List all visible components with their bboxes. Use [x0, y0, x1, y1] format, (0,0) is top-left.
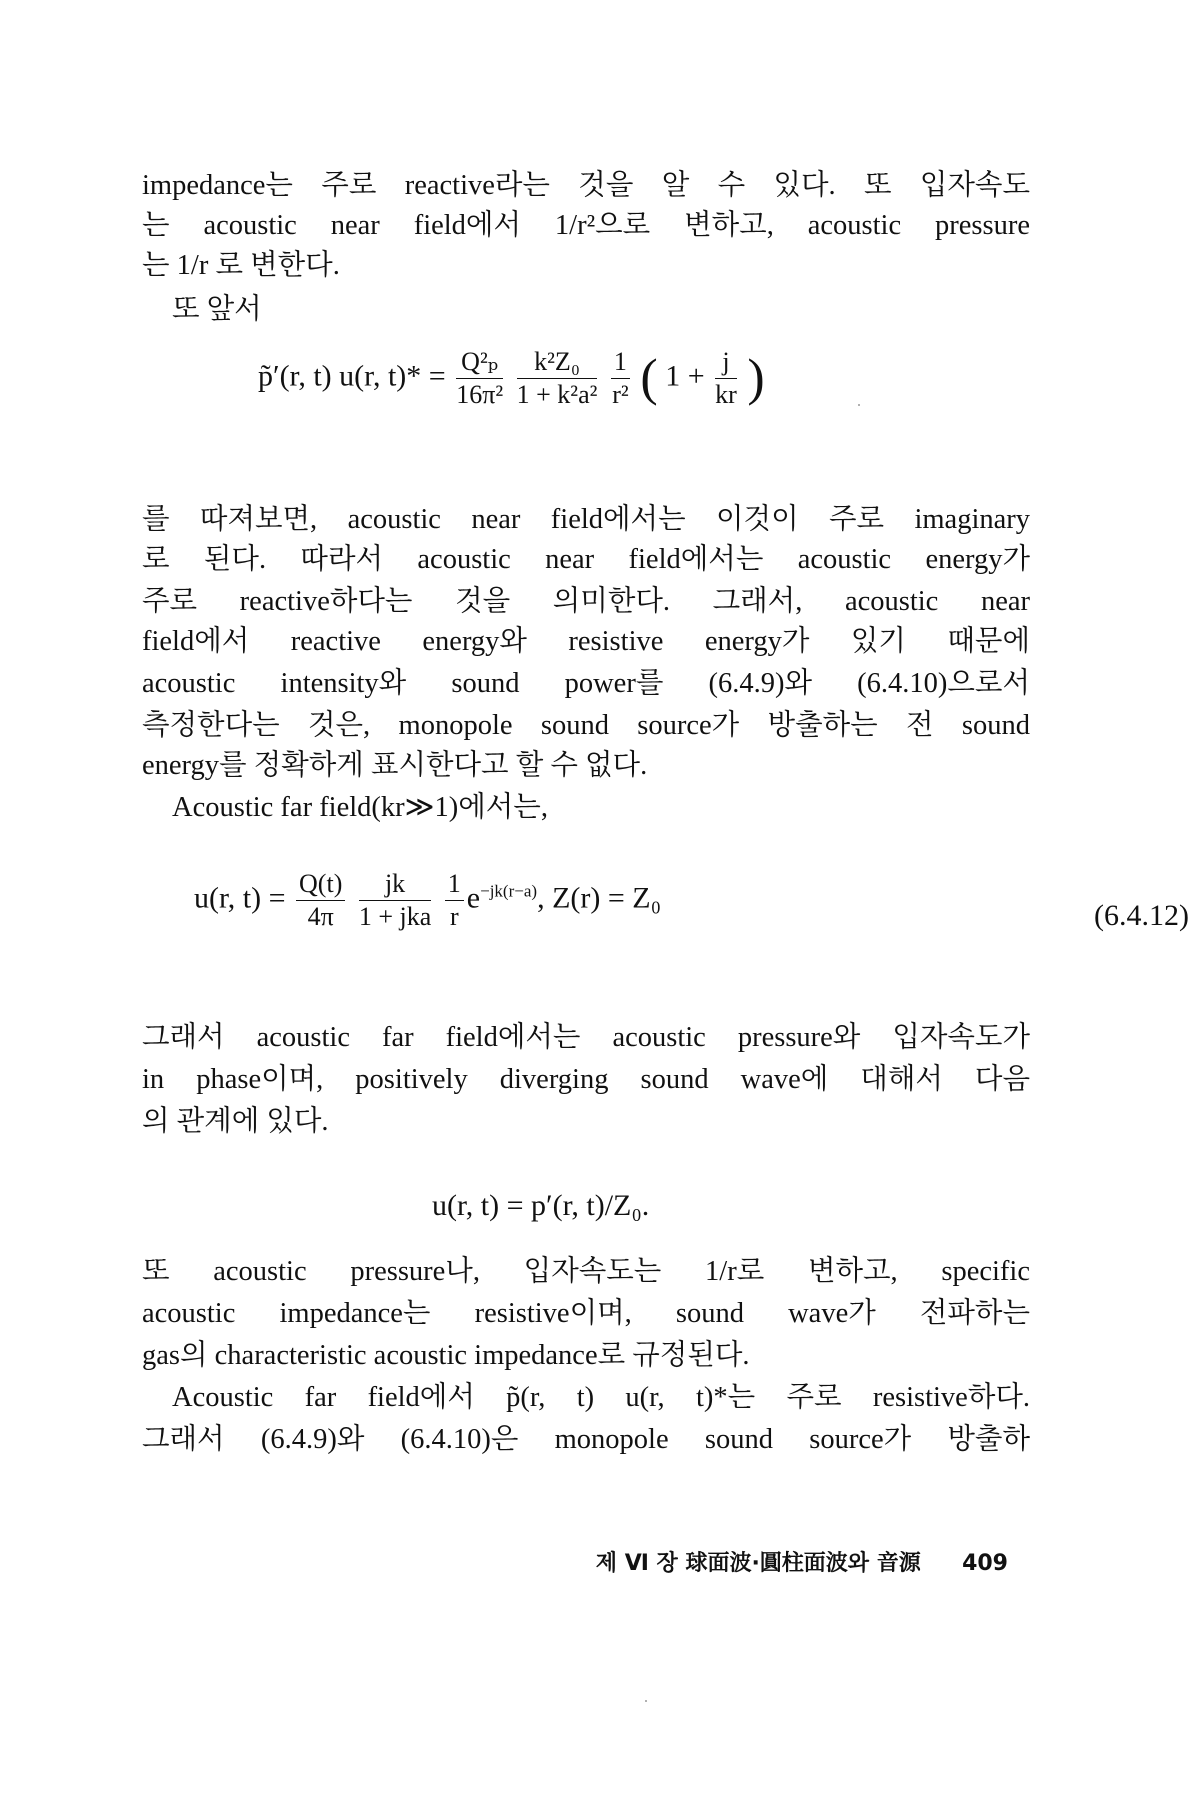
text-line: 를 따져보면, acoustic near field에서는 이것이 주로 imaginary: [142, 504, 1030, 535]
fraction: $\frac{\text{Q²ₚ}}{\text{16π²}}$: [456, 347, 504, 409]
text-line: 측정한다는 것은, monopole sound source가 방출하는 전 sound: [142, 710, 1030, 741]
text-line: Acoustic far field(kr≫1)에서는,: [172, 792, 548, 823]
text-line: 로 된다. 따라서 acoustic near field에서는 acoustic energy가: [142, 544, 1030, 575]
scan-speck: [858, 404, 860, 406]
text-line: 또 acoustic pressure나, 입자속도는 1/r로 변하고, specific: [142, 1256, 1030, 1287]
text-line: 그래서 (6.4.9)와 (6.4.10)은 monopole sound source가 방출하: [142, 1424, 1030, 1455]
fraction: $\frac{1}{r}$: [445, 868, 464, 933]
equation-far-field-velocity: [194, 868, 1189, 964]
text-line: in phase이며, positively diverging sound wave에 대해서 다음: [142, 1064, 1030, 1095]
equation-energy-product: [258, 346, 765, 442]
fraction: $\frac{1}{\text{r²}}$: [612, 347, 629, 409]
text-line: 주로 reactive하다는 것을 의미한다. 그래서, acoustic near: [142, 586, 1030, 617]
text-line: gas의 characteristic acoustic impedance로 규정된다.: [142, 1340, 750, 1371]
impedance-relation: , Z(r) = Z₀: [537, 881, 662, 915]
fraction: $\frac{jk}{\text{1 + jka}}$: [358, 869, 432, 931]
equation-number: (6.4.12): [1094, 899, 1189, 932]
text-line: 또 앞서: [172, 294, 262, 325]
equation-lhs: u(r, t) =: [194, 881, 286, 915]
fraction: $\frac{j}{kr}$: [715, 347, 737, 409]
page-footer: [548, 1546, 1008, 1577]
text-line: impedance는 주로 reactive라는 것을 알 수 있다. 또 입자속도: [142, 170, 1030, 201]
text-line: Acoustic far field에서 p̃(r, t) u(r, t)*는 주로 resistive하다.: [172, 1382, 1030, 1413]
fraction: $\frac{Q(t)}{4\pi}$: [296, 868, 345, 933]
text-line: 는 acoustic near field에서 1/r²으로 변하고, acoustic pressure: [142, 210, 1030, 241]
left-paren: (: [640, 349, 658, 407]
one-plus: 1 +: [665, 359, 705, 393]
exponential-base: e: [466, 881, 481, 915]
exponent: −jk(r−a): [480, 881, 538, 901]
text-line: acoustic intensity와 sound power를 (6.4.9)와 (6.4.10)으로서: [142, 668, 1030, 699]
equation-lhs: p̃′(r, t) u(r, t)* =: [258, 359, 446, 393]
page-number: 409: [962, 1551, 1008, 1576]
text-line: 는 1/r 로 변한다.: [142, 250, 340, 281]
equation-far-field-relation: u(r, t) = p′(r, t)/Z₀.: [432, 1189, 650, 1222]
text-line: acoustic impedance는 resistive이며, sound wave가 전파하는: [142, 1298, 1030, 1329]
right-paren: ): [747, 349, 765, 407]
text-line: 그래서 acoustic far field에서는 acoustic pressure와 입자속도가: [142, 1022, 1030, 1053]
chapter-title: 제 Ⅵ 장 球面波·圓柱面波와 音源: [595, 1551, 921, 1576]
text-line: 의 관계에 있다.: [142, 1106, 329, 1137]
scan-speck: [645, 1700, 647, 1702]
text-line: energy를 정확하게 표시한다고 할 수 없다.: [142, 750, 648, 781]
fraction: $\frac{\text{k²Z₀}}{\text{1 + k²a²}}$: [516, 347, 598, 409]
text-line: field에서 reactive energy와 resistive energy가 있기 때문에: [142, 626, 1030, 657]
